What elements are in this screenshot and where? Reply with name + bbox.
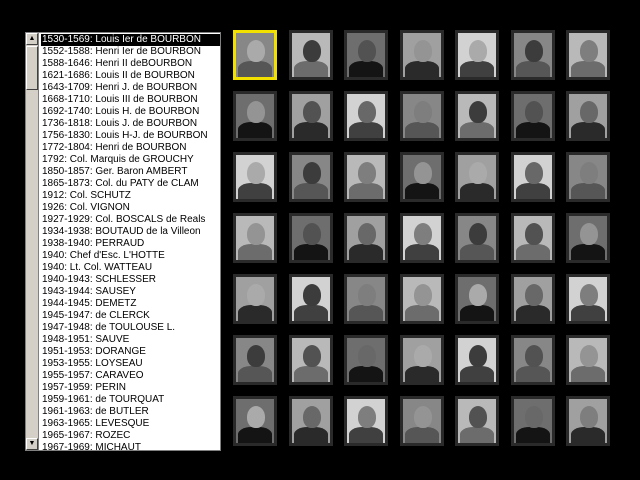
list-item[interactable]: 1692-1740: Louis H. de BOURBON bbox=[42, 106, 200, 117]
portrait-thumbnail[interactable] bbox=[400, 396, 444, 446]
list-item[interactable]: 1552-1588: Henri Ier de BOURBON bbox=[42, 46, 201, 57]
list-item[interactable]: 1940: Lt. Col. WATTEAU bbox=[42, 262, 153, 273]
portrait-thumbnail[interactable] bbox=[400, 30, 444, 80]
portrait-thumbnail[interactable] bbox=[344, 152, 388, 202]
portrait-thumbnail[interactable] bbox=[455, 152, 499, 202]
list-item[interactable]: 1912: Col. SCHUTZ bbox=[42, 190, 131, 201]
list-item[interactable]: 1963-1965: LEVESQUE bbox=[42, 418, 150, 429]
portrait-thumbnail[interactable] bbox=[566, 335, 610, 385]
portrait-thumbnail[interactable] bbox=[289, 91, 333, 141]
portrait-thumbnail[interactable] bbox=[455, 396, 499, 446]
portrait-thumbnail[interactable] bbox=[566, 152, 610, 202]
list-item[interactable]: 1792: Col. Marquis de GROUCHY bbox=[42, 154, 194, 165]
list-item[interactable]: 1948-1951: SAUVE bbox=[42, 334, 130, 345]
portrait-thumbnail[interactable] bbox=[566, 274, 610, 324]
list-item[interactable]: 1940-1943: SCHLESSER bbox=[42, 274, 156, 285]
list-item[interactable]: 1947-1948: de TOULOUSE L. bbox=[42, 322, 176, 333]
portrait-gallery bbox=[233, 30, 613, 454]
scrollbar-thumb[interactable] bbox=[26, 46, 38, 90]
list-item[interactable]: 1938-1940: PERRAUD bbox=[42, 238, 145, 249]
portrait-thumbnail[interactable] bbox=[511, 396, 555, 446]
portrait-thumbnail[interactable] bbox=[511, 91, 555, 141]
list-item[interactable]: 1955-1957: CARAVEO bbox=[42, 370, 144, 381]
list-item[interactable]: 1643-1709: Henri J. de BOURBON bbox=[42, 82, 198, 93]
list-item[interactable]: 1953-1955: LOYSEAU bbox=[42, 358, 143, 369]
list-item[interactable]: 1850-1857: Ger. Baron AMBERT bbox=[42, 166, 188, 177]
list-item[interactable]: 1530-1569: Louis Ier de BOURBON bbox=[41, 34, 220, 46]
list-item[interactable]: 1934-1938: BOUTAUD de la Villeon bbox=[42, 226, 201, 237]
list-item[interactable]: 1967-1969: MICHAUT bbox=[42, 442, 141, 451]
portrait-thumbnail[interactable] bbox=[511, 335, 555, 385]
portrait-thumbnail[interactable] bbox=[400, 335, 444, 385]
scroll-down-arrow-icon[interactable]: ▼ bbox=[26, 438, 38, 450]
portrait-thumbnail[interactable] bbox=[344, 335, 388, 385]
commander-listbox[interactable] bbox=[25, 32, 221, 451]
portrait-thumbnail[interactable] bbox=[455, 91, 499, 141]
scroll-up-arrow-icon[interactable]: ▲ bbox=[26, 33, 38, 45]
portrait-thumbnail[interactable] bbox=[511, 213, 555, 263]
portrait-thumbnail[interactable] bbox=[400, 91, 444, 141]
list-item[interactable]: 1588-1646: Henri II deBOURBON bbox=[42, 58, 193, 69]
portrait-thumbnail[interactable] bbox=[344, 274, 388, 324]
portrait-thumbnail[interactable] bbox=[233, 274, 277, 324]
portrait-thumbnail[interactable] bbox=[566, 30, 610, 80]
portrait-thumbnail[interactable] bbox=[566, 213, 610, 263]
list-scrollbar[interactable] bbox=[26, 33, 39, 450]
portrait-thumbnail[interactable] bbox=[344, 91, 388, 141]
list-item[interactable]: 1927-1929: Col. BOSCALS de Reals bbox=[42, 214, 206, 225]
portrait-thumbnail[interactable] bbox=[400, 274, 444, 324]
portrait-thumbnail[interactable] bbox=[289, 152, 333, 202]
list-item[interactable]: 1943-1944: SAUSEY bbox=[42, 286, 136, 297]
portrait-thumbnail[interactable] bbox=[233, 152, 277, 202]
portrait-thumbnail[interactable] bbox=[233, 335, 277, 385]
portrait-thumbnail[interactable] bbox=[455, 274, 499, 324]
portrait-thumbnail[interactable] bbox=[289, 274, 333, 324]
portrait-thumbnail[interactable] bbox=[511, 274, 555, 324]
portrait-thumbnail[interactable] bbox=[233, 91, 277, 141]
portrait-thumbnail[interactable] bbox=[566, 91, 610, 141]
portrait-thumbnail[interactable] bbox=[344, 30, 388, 80]
portrait-thumbnail[interactable] bbox=[233, 213, 277, 263]
portrait-thumbnail[interactable] bbox=[289, 335, 333, 385]
list-item[interactable]: 1945-1947: de CLERCK bbox=[42, 310, 150, 321]
portrait-thumbnail[interactable] bbox=[400, 213, 444, 263]
list-item[interactable]: 1621-1686: Louis II de BOURBON bbox=[42, 70, 195, 81]
list-item[interactable]: 1944-1945: DEMETZ bbox=[42, 298, 137, 309]
list-item[interactable]: 1668-1710: Louis III de BOURBON bbox=[42, 94, 198, 105]
list-item[interactable]: 1965-1967: ROZEC bbox=[42, 430, 131, 441]
portrait-thumbnail[interactable] bbox=[455, 335, 499, 385]
list-item[interactable]: 1957-1959: PERIN bbox=[42, 382, 126, 393]
list-item[interactable]: 1961-1963: de BUTLER bbox=[42, 406, 149, 417]
portrait-thumbnail[interactable] bbox=[566, 396, 610, 446]
portrait-thumbnail[interactable] bbox=[344, 396, 388, 446]
list-item[interactable]: 1959-1961: de TOURQUAT bbox=[42, 394, 165, 405]
list-item[interactable]: 1926: Col. VIGNON bbox=[42, 202, 130, 213]
portrait-thumbnail[interactable] bbox=[289, 30, 333, 80]
portrait-thumbnail[interactable] bbox=[344, 213, 388, 263]
commander-list bbox=[41, 34, 220, 451]
portrait-thumbnail[interactable] bbox=[233, 30, 277, 80]
list-item[interactable]: 1940: Chef d'Esc. L'HOTTE bbox=[42, 250, 165, 261]
list-item[interactable]: 1756-1830: Louis H-J. de BOURBON bbox=[42, 130, 208, 141]
portrait-thumbnail[interactable] bbox=[233, 396, 277, 446]
list-item[interactable]: 1772-1804: Henri de BOURBON bbox=[42, 142, 187, 153]
list-item[interactable]: 1865-1873: Col. du PATY de CLAM bbox=[42, 178, 199, 189]
portrait-thumbnail[interactable] bbox=[455, 213, 499, 263]
portrait-thumbnail[interactable] bbox=[511, 30, 555, 80]
portrait-thumbnail[interactable] bbox=[511, 152, 555, 202]
portrait-thumbnail[interactable] bbox=[400, 152, 444, 202]
portrait-thumbnail[interactable] bbox=[289, 396, 333, 446]
list-item[interactable]: 1736-1818: Louis J. de BOURBON bbox=[42, 118, 198, 129]
list-item[interactable]: 1951-1953: DORANGE bbox=[42, 346, 146, 357]
portrait-thumbnail[interactable] bbox=[455, 30, 499, 80]
portrait-thumbnail[interactable] bbox=[289, 213, 333, 263]
